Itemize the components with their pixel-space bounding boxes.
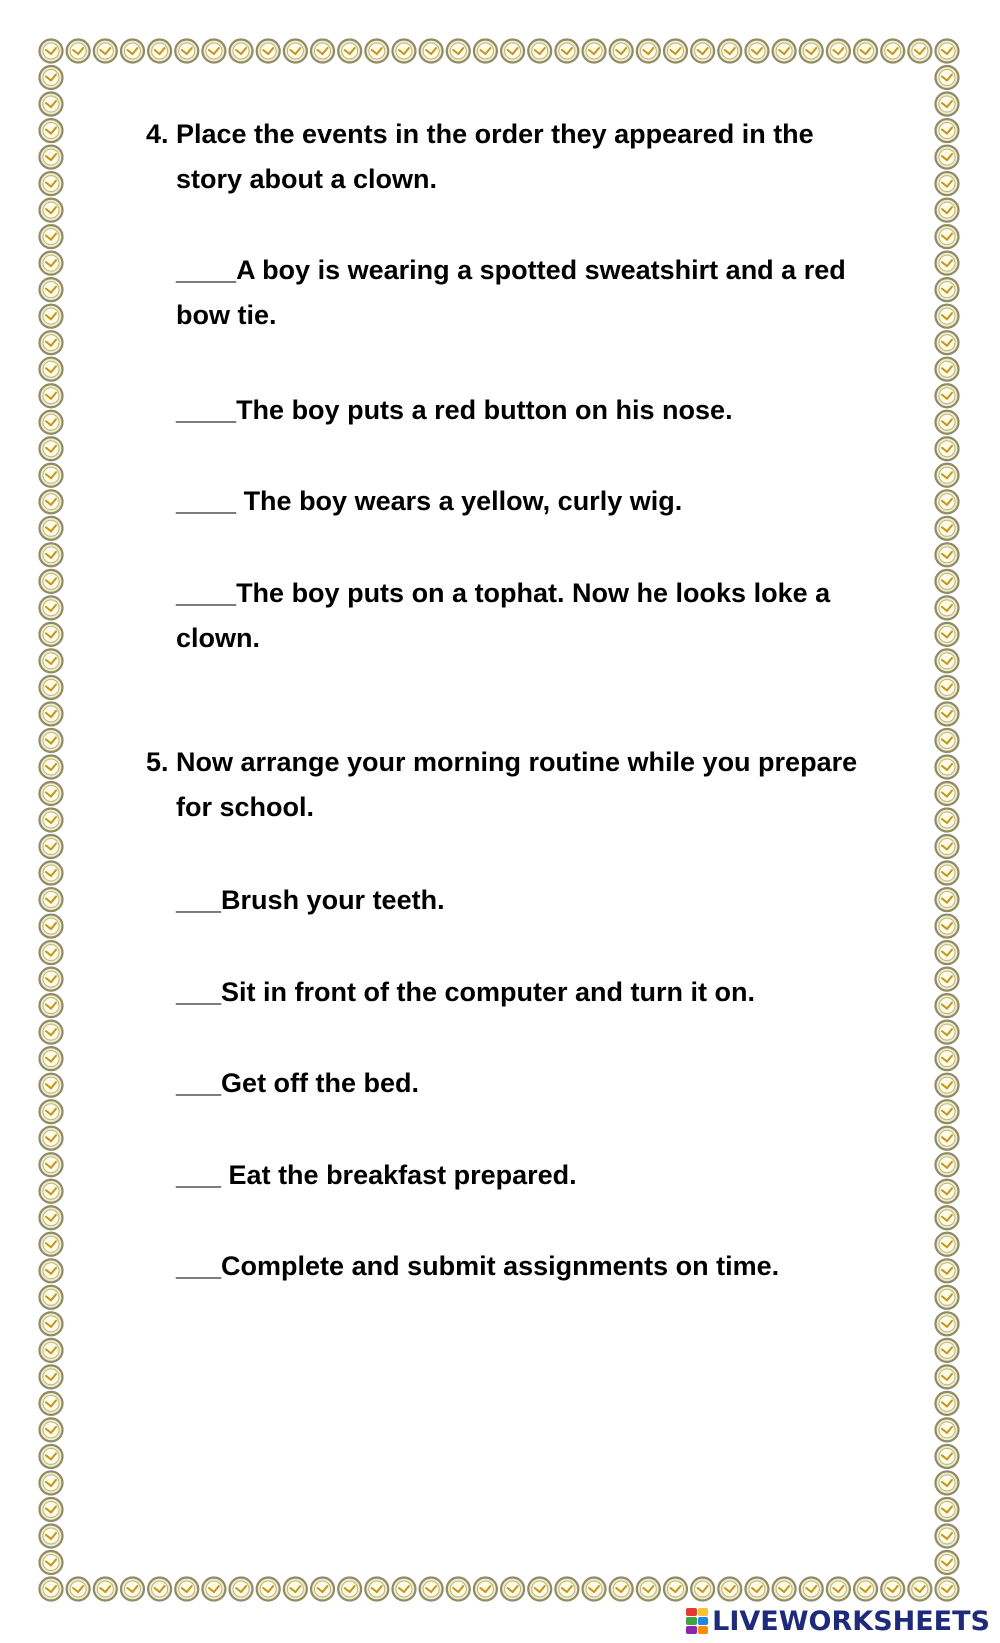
- question-4-number: 4.: [146, 119, 169, 149]
- liveworksheets-logo-icon: [686, 1608, 708, 1634]
- liveworksheets-brand: [686, 1604, 990, 1638]
- q5-item-3[interactable]: ___Get off the bed.: [176, 1068, 420, 1098]
- q5-item-1[interactable]: ___Brush your teeth.: [176, 885, 445, 915]
- q5-item-5[interactable]: ___Complete and submit assignments on time.: [176, 1251, 780, 1281]
- question-4-title: [146, 112, 866, 202]
- q4-item-3[interactable]: ____ The boy wears a yellow, curly wig.: [176, 486, 683, 516]
- question-5-title: [146, 740, 866, 830]
- liveworksheets-wordmark: LIVEWORKSHEETS: [712, 1605, 990, 1637]
- q4-item-4[interactable]: ____The boy puts on a tophat. Now he looks loke a clown.: [176, 578, 831, 653]
- q4-item-1[interactable]: ____A boy is wearing a spotted sweatshirt and a red bow tie.: [176, 255, 846, 330]
- question-5-number: 5.: [146, 747, 169, 777]
- question-4-prompt: Place the events in the order they appeared in the story about a clown.: [176, 119, 814, 194]
- question-5-prompt: Now arrange your morning routine while you prepare for school.: [176, 747, 858, 822]
- q5-item-4[interactable]: ___ Eat the breakfast prepared.: [176, 1160, 577, 1190]
- q5-item-2[interactable]: ___Sit in front of the computer and turn it on.: [176, 977, 755, 1007]
- q4-item-2[interactable]: ____The boy puts a red button on his nose.: [176, 395, 733, 425]
